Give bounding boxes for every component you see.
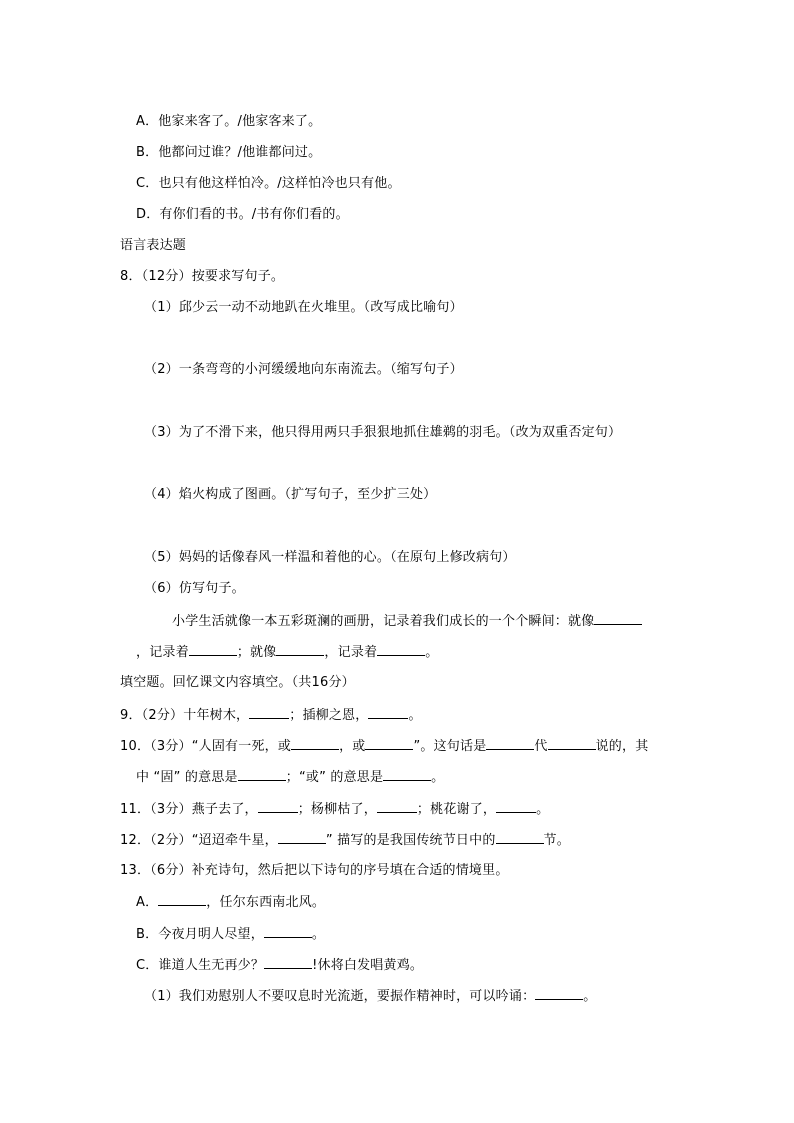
answer-blank[interactable] — [238, 768, 286, 781]
option-a: A．他家来客了。/他家客来了。 — [136, 114, 322, 129]
answer-blank[interactable] — [368, 706, 408, 719]
q8-imitate-line-2 — [136, 643, 438, 662]
answer-blank[interactable] — [264, 925, 312, 938]
q9 — [120, 706, 422, 725]
q13-option-a — [136, 893, 325, 912]
answer-blank[interactable] — [377, 643, 425, 656]
text: 。 — [431, 770, 445, 785]
answer-blank[interactable] — [264, 956, 312, 969]
answer-blank[interactable] — [486, 737, 534, 750]
answer-blank[interactable] — [276, 643, 324, 656]
q13-heading: 13．（6分）补充诗句，然后把以下诗句的序号填在合适的情境里。 — [120, 863, 509, 878]
text: 。 — [425, 645, 439, 660]
text: A． — [136, 895, 159, 910]
text: 10．（3分）“人固有一死，或 — [120, 739, 292, 754]
answer-blank[interactable] — [496, 800, 536, 813]
text: ，或 — [339, 739, 366, 754]
text: 11．（3分）燕子去了， — [120, 802, 258, 817]
text: C．谁道人生无再少？ — [136, 958, 265, 973]
option-c: C．也只有他这样怕冷。/这样怕冷也只有他。 — [136, 176, 401, 191]
section-heading-language: 语言表达题 — [120, 238, 187, 253]
text: 9．（2分）十年树木， — [120, 708, 250, 723]
answer-blank[interactable] — [158, 893, 206, 906]
text: 12．（2分）“迢迢牵牛星， — [120, 833, 278, 848]
answer-blank[interactable] — [496, 831, 544, 844]
option-d: D．有你们看的书。/书有你们看的。 — [136, 207, 349, 222]
text: ，记录着 — [324, 645, 378, 660]
answer-blank[interactable] — [377, 800, 417, 813]
answer-blank[interactable] — [383, 768, 431, 781]
text: 说的，其 — [595, 739, 649, 754]
text: ；插柳之恩， — [289, 708, 369, 723]
answer-blank[interactable] — [278, 831, 326, 844]
text: （1）我们劝慰别人不要叹息时光流逝，要振作精神时，可以吟诵： — [144, 989, 536, 1004]
answer-blank[interactable] — [548, 737, 596, 750]
text: ；就像 — [236, 645, 277, 660]
q11 — [120, 800, 549, 819]
q8-item-4: （4）焰火构成了图画。（扩写句子，至少扩三处） — [144, 487, 437, 502]
q10-line-1 — [120, 737, 648, 756]
text: 。 — [583, 989, 597, 1004]
answer-blank[interactable] — [535, 987, 583, 1000]
q8-item-3: （3）为了不滑下来，他只得用两只手狠狠地抓住雄鹈的羽毛。（改为双重否定句） — [144, 425, 622, 440]
answer-blank[interactable] — [258, 800, 298, 813]
text: 小学生活就像一本五彩斑澜的画册，记录着我们成长的一个个瞬间：就像 — [172, 614, 595, 629]
q8-item-6: （6）仿写句子。 — [144, 581, 245, 596]
text: 。 — [408, 708, 422, 723]
text: 。 — [311, 927, 326, 942]
text: 节。 — [543, 833, 570, 848]
answer-blank[interactable] — [249, 706, 289, 719]
q10-line-2 — [136, 768, 444, 787]
text: ；“或” 的意思是 — [285, 770, 384, 785]
answer-blank[interactable] — [291, 737, 339, 750]
text: ；桃花谢了， — [416, 802, 497, 817]
text: ” 描写的是我国传统节日中的 — [325, 833, 496, 848]
text: B．今夜月明人尽望， — [136, 927, 264, 942]
text: 代 — [534, 739, 548, 754]
q8-item-1: （1）邱少云一动不动地趴在火堆里。（改写成比喻句） — [144, 300, 463, 315]
text: ”。这句话是 — [413, 739, 487, 754]
text: 。 — [536, 802, 550, 817]
q8-heading: 8．（12分）按要求写句子。 — [120, 269, 285, 284]
q13-scenario-1 — [144, 987, 596, 1006]
q8-item-5: （5）妈妈的话像春风一样温和着他的心。（在原句上修改病句） — [144, 550, 516, 565]
text: 中 “固” 的意思是 — [136, 770, 238, 785]
option-b: B．他都问过谁？/他谁都问过。 — [136, 145, 322, 160]
q13-option-c — [136, 956, 423, 975]
section-heading-fill: 填空题。回忆课文内容填空。（共16分） — [120, 675, 355, 690]
q8-item-2: （2）一条弯弯的小河缓缓地向东南流去。（缩写句子） — [144, 362, 463, 377]
text: ；杨柳枯了， — [297, 802, 377, 817]
answer-blank[interactable] — [365, 737, 413, 750]
answer-blank[interactable] — [189, 643, 237, 656]
text: ，任尔东西南北风。 — [206, 895, 326, 910]
q13-option-b — [136, 925, 325, 944]
q12 — [120, 831, 570, 850]
answer-blank[interactable] — [594, 612, 642, 625]
text: ，记录着 — [136, 645, 189, 660]
q8-imitate-line-1 — [172, 612, 642, 631]
text: !休将白发唱黄鸡。 — [312, 958, 424, 973]
